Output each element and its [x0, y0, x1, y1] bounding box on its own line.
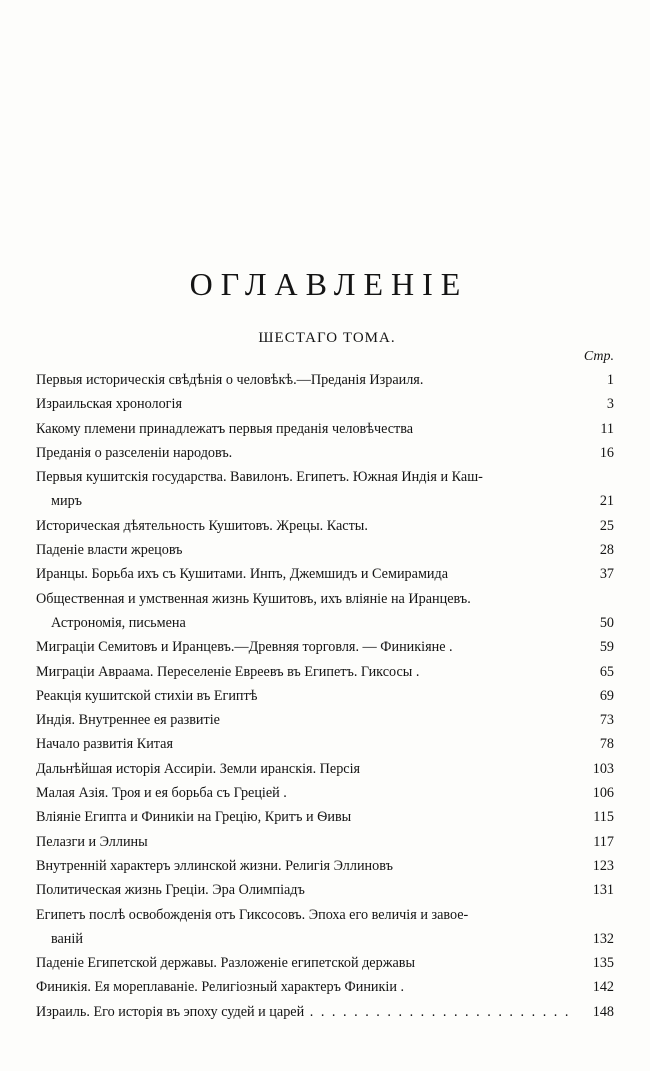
toc-entry — [36, 465, 614, 514]
page-title: ОГЛАВЛЕНІЕ — [189, 266, 469, 302]
toc-entry-page-number: 131 — [592, 882, 614, 899]
toc-entry — [36, 708, 614, 732]
toc-entry-page-number: 59 — [599, 639, 614, 656]
toc-entry — [36, 538, 614, 562]
toc-entry-text: Израиль. Его исторія въ эпоху судей и царей — [36, 1003, 305, 1020]
toc-entry — [36, 368, 614, 392]
toc-entry-title — [36, 587, 574, 636]
toc-entry — [36, 417, 614, 441]
toc-entry-text: Миграціи Семитовъ и Иранцевъ.—Древняя торговля. — Финикіяне . — [36, 639, 453, 656]
toc-entry-title — [36, 757, 574, 781]
toc-entry-title — [36, 417, 574, 441]
toc-entry-text: Египетъ послѣ освобожденія отъ Гиксосовъ. Эпоха его величія и завое- — [36, 906, 469, 923]
toc-entry-page-number: 135 — [592, 955, 614, 972]
toc-entry-page-number: 103 — [592, 760, 614, 777]
toc-entry — [36, 805, 614, 829]
toc-entry-text: Преданія о разселеніи народовъ. — [36, 444, 233, 461]
toc-entry-title — [36, 805, 574, 829]
toc-entry-title — [36, 830, 574, 854]
toc-entry-page-number: 115 — [593, 809, 614, 826]
toc-entry-title — [36, 975, 574, 999]
toc-entry-text: Паденіе власти жрецовъ — [36, 542, 183, 559]
toc-entry — [36, 514, 614, 538]
toc-entry-page-number: 106 — [592, 785, 614, 802]
toc-entry-text: Первыя кушитскія государства. Вавилонъ. Египетъ. Южная Индія и Каш- — [36, 469, 483, 486]
toc-entry-page-number: 117 — [593, 833, 614, 850]
toc-entry — [36, 951, 614, 975]
toc-entry-title — [36, 1000, 574, 1024]
toc-entry-text: Малая Азія. Троя и ея борьба съ Греціей . — [36, 785, 287, 802]
table-of-contents — [36, 346, 614, 1024]
toc-entry-page-number: 28 — [599, 542, 614, 559]
page-subtitle: ШЕСТАГО ТОМА. — [258, 330, 396, 346]
toc-entry-page-number: 148 — [592, 1003, 614, 1020]
toc-entry-title — [36, 951, 574, 975]
toc-entry-text: Дальнѣйшая исторія Ассиріи. Земли иранскія. Персія — [36, 760, 361, 777]
toc-entry — [36, 757, 614, 781]
toc-entry-text: Политическая жизнь Греціи. Эра Олимпіадъ — [36, 882, 305, 899]
toc-entry-page-number: 123 — [592, 857, 614, 874]
toc-entry-text: Иранцы. Борьба ихъ съ Кушитами. Инпъ, Джемшидъ и Семирамида — [36, 566, 449, 583]
toc-entry — [36, 830, 614, 854]
toc-entry-continuation: ваній — [51, 930, 83, 947]
toc-entry-text: Первыя историческія свѣдѣнія о человѣкѣ.—Преданія Израиля. — [36, 372, 424, 388]
toc-entry-page-number: 16 — [599, 444, 614, 461]
toc-entry — [36, 441, 614, 465]
toc-entry-title — [36, 538, 574, 562]
toc-entry-page-number: 50 — [599, 614, 614, 631]
toc-entry — [36, 635, 614, 659]
toc-entry-page-number: 1 — [606, 372, 614, 388]
toc-entry-page-number: 132 — [592, 930, 614, 947]
toc-entry-title — [36, 684, 574, 708]
toc-entry-title — [36, 732, 574, 756]
toc-entry-title — [36, 781, 574, 805]
toc-entry-page-number: 65 — [599, 663, 614, 680]
toc-entry-page-number: 21 — [599, 493, 614, 510]
toc-entry-title — [36, 392, 574, 416]
toc-entry-text: Вліяніе Египта и Финикіи на Грецію, Критъ и Ѳивы — [36, 809, 352, 826]
toc-entry-text: Паденіе Египетской державы. Разложеніе египетской державы — [36, 955, 416, 972]
toc-entry-page-number: 37 — [599, 566, 614, 583]
toc-entry — [36, 660, 614, 684]
toc-entry — [36, 1000, 614, 1024]
toc-entry — [36, 781, 614, 805]
page-column-label: Стр. — [583, 349, 614, 364]
toc-entry-title — [36, 465, 574, 514]
toc-entry-page-number: 142 — [592, 979, 614, 996]
toc-entry-title — [36, 635, 574, 659]
toc-entry — [36, 903, 614, 952]
toc-entry-title — [36, 441, 574, 465]
toc-entry-list — [36, 368, 614, 1024]
toc-entry — [36, 587, 614, 636]
toc-entry-text: Израильская хронологія — [36, 396, 182, 413]
toc-entry-text: Общественная и умственная жизнь Кушитовъ, ихъ вліяніе на Иранцевъ. — [36, 590, 471, 607]
toc-entry-text: Какому племени принадлежатъ первыя преданія человѣчества — [36, 420, 414, 437]
toc-entry-text: Пелазги и Эллины — [36, 833, 148, 850]
toc-entry — [36, 854, 614, 878]
toc-entry-page-number: 78 — [599, 736, 614, 753]
toc-entry — [36, 684, 614, 708]
toc-entry-title — [36, 660, 574, 684]
toc-entry-text: Реакція кушитской стихіи въ Египтѣ — [36, 687, 258, 704]
toc-entry-text: Индія. Внутреннее ея развитіе — [36, 712, 220, 729]
toc-entry — [36, 975, 614, 999]
toc-entry-title — [36, 562, 574, 586]
toc-entry-text: Миграціи Авраама. Переселеніе Евреевъ въ Египетъ. Гиксосы . — [36, 663, 420, 680]
toc-entry-text: Историческая дѣятельность Кушитовъ. Жрецы. Касты. — [36, 517, 368, 534]
toc-entry-title — [36, 854, 574, 878]
toc-entry-title — [36, 514, 574, 538]
toc-entry — [36, 562, 614, 586]
toc-entry-title — [36, 903, 574, 952]
toc-entry-page-number: 11 — [600, 420, 614, 437]
toc-entry-page-number: 25 — [599, 517, 614, 534]
toc-entry — [36, 878, 614, 902]
toc-entry-text: Начало развитія Китая — [36, 736, 174, 753]
toc-entry-title — [36, 878, 574, 902]
toc-entry-continuation: Астрономія, письмена — [51, 614, 186, 631]
toc-entry-page-number: 69 — [599, 687, 614, 704]
toc-entry-title — [36, 708, 574, 732]
toc-entry-text: Внутренній характеръ эллинской жизни. Религія Эллиновъ — [36, 857, 393, 874]
toc-entry-title — [36, 368, 574, 392]
toc-entry-page-number: 3 — [606, 396, 614, 413]
toc-entry-page-number: 73 — [599, 712, 614, 729]
toc-entry — [36, 392, 614, 416]
toc-entry — [36, 732, 614, 756]
toc-entry-continuation: миръ — [51, 493, 83, 510]
toc-entry-text: Финикія. Ея мореплаваніе. Религіозный характеръ Финикіи . — [36, 979, 405, 996]
